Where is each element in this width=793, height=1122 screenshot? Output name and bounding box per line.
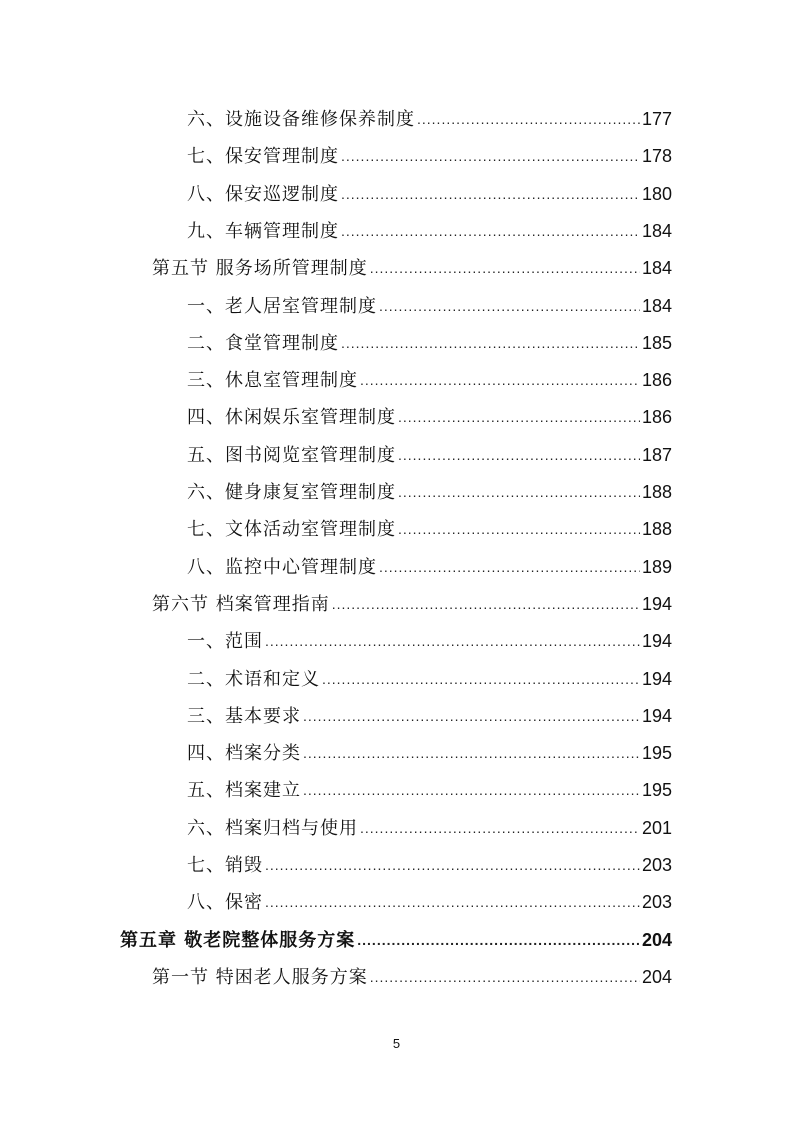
toc-entry[interactable]	[187, 213, 672, 250]
toc-entry[interactable]	[187, 138, 672, 175]
toc-entry-page: 188	[641, 482, 672, 502]
toc-entry-title: 二、食堂管理制度	[187, 332, 339, 354]
dot-leader	[398, 511, 640, 548]
toc-entry-page: 177	[641, 109, 672, 129]
toc-entry-title: 九、车辆管理制度	[187, 220, 339, 242]
toc-entry-page: 201	[641, 817, 672, 838]
toc-entry[interactable]	[187, 511, 672, 548]
toc-entry[interactable]	[187, 437, 672, 474]
toc-entry-page: 204	[641, 966, 672, 987]
dot-leader	[265, 623, 640, 660]
toc-entry-page: 203	[641, 855, 672, 875]
toc-entry-title: 四、档案分类	[187, 743, 301, 765]
dot-leader	[379, 549, 640, 586]
toc-entry-page: 187	[641, 444, 672, 465]
toc-entry[interactable]	[187, 549, 672, 586]
toc-entry-title: 第一节 特困老人服务方案	[152, 966, 368, 988]
toc-entry-title: 三、休息室管理制度	[187, 370, 358, 392]
dot-leader	[332, 586, 640, 623]
dot-leader	[341, 213, 640, 250]
toc-entry[interactable]	[187, 772, 672, 809]
toc-entry-title: 七、文体活动室管理制度	[187, 519, 396, 541]
dot-leader	[357, 922, 640, 959]
dot-leader	[265, 884, 640, 921]
toc-entry-page: 184	[641, 295, 672, 316]
toc-entry-title: 二、术语和定义	[187, 668, 320, 690]
toc-entry[interactable]	[187, 288, 672, 325]
dot-leader	[360, 810, 640, 847]
dot-leader	[360, 362, 640, 399]
dot-leader	[265, 847, 640, 884]
toc-entry-title: 八、保安巡逻制度	[187, 183, 339, 205]
toc-entry-title: 六、档案归档与使用	[187, 817, 358, 839]
toc-entry-title: 六、健身康复室管理制度	[187, 482, 396, 503]
toc-entry[interactable]	[187, 661, 672, 698]
toc-entry[interactable]	[187, 810, 672, 847]
toc-entry[interactable]	[187, 474, 672, 511]
toc-entry-page: 184	[641, 220, 672, 241]
toc-entry[interactable]	[187, 176, 672, 213]
toc-entry-page: 203	[641, 892, 672, 913]
toc-entry-page: 184	[641, 258, 672, 279]
toc-entry-title: 三、基本要求	[187, 705, 301, 727]
toc-entry-title: 五、档案建立	[187, 780, 301, 802]
toc-entry-page: 195	[641, 780, 672, 801]
toc-entry-title: 六、设施设备维修保养制度	[187, 109, 415, 130]
toc-entry-page: 178	[641, 146, 672, 167]
toc-entry[interactable]	[187, 623, 672, 660]
dot-leader	[379, 288, 640, 325]
toc-entry-page: 204	[641, 929, 672, 950]
toc-entry-title: 第五节 服务场所管理制度	[152, 258, 368, 280]
toc-entry-title: 八、监控中心管理制度	[187, 556, 377, 578]
toc-entry[interactable]	[187, 884, 672, 921]
toc-entry[interactable]	[187, 101, 672, 138]
toc-entry[interactable]	[187, 735, 672, 772]
dot-leader	[322, 661, 640, 698]
page-number: 5	[392, 1036, 401, 1051]
toc-entry-page: 189	[641, 556, 672, 577]
toc-entry-title: 五、图书阅览室管理制度	[187, 444, 396, 466]
toc-entry-page: 180	[641, 183, 672, 204]
toc-entry[interactable]	[187, 325, 672, 362]
toc-entry-title: 七、保安管理制度	[187, 146, 339, 168]
dot-leader	[341, 325, 640, 362]
toc-entry-title: 一、老人居室管理制度	[187, 295, 377, 317]
toc-entry-title: 七、销毁	[187, 855, 263, 876]
toc-entry-page: 194	[641, 668, 672, 689]
toc-entry-title: 四、休闲娱乐室管理制度	[187, 407, 396, 429]
toc-entry[interactable]	[120, 922, 672, 959]
dot-leader	[398, 399, 640, 436]
toc-entry-page: 194	[641, 631, 672, 652]
dot-leader	[303, 772, 640, 809]
toc-entry-title: 第六节 档案管理指南	[152, 593, 330, 615]
dot-leader	[370, 250, 640, 287]
dot-leader	[398, 474, 640, 511]
toc-entry-title: 八、保密	[187, 892, 263, 914]
toc-entry-page: 186	[641, 370, 672, 391]
toc-entry-page: 195	[641, 743, 672, 764]
dot-leader	[370, 959, 640, 996]
dot-leader	[303, 735, 640, 772]
toc-entry[interactable]	[187, 698, 672, 735]
toc-entry[interactable]	[152, 959, 672, 996]
dot-leader	[417, 101, 640, 138]
toc-entry[interactable]	[187, 362, 672, 399]
toc-entry-page: 188	[641, 519, 672, 540]
toc-entry-page: 194	[641, 593, 672, 614]
toc-entry-title: 第五章 敬老院整体服务方案	[120, 929, 356, 951]
dot-leader	[341, 138, 640, 175]
dot-leader	[398, 437, 640, 474]
toc-entry-title: 一、范围	[187, 631, 263, 653]
toc-entry-page: 185	[641, 332, 672, 353]
toc-entry[interactable]	[152, 250, 672, 287]
toc-entry[interactable]	[187, 399, 672, 436]
toc-entry[interactable]	[152, 586, 672, 623]
dot-leader	[303, 698, 640, 735]
dot-leader	[341, 176, 640, 213]
toc-entry-page: 194	[641, 705, 672, 726]
toc-entry-page: 186	[641, 407, 672, 428]
toc-entry[interactable]	[187, 847, 672, 884]
